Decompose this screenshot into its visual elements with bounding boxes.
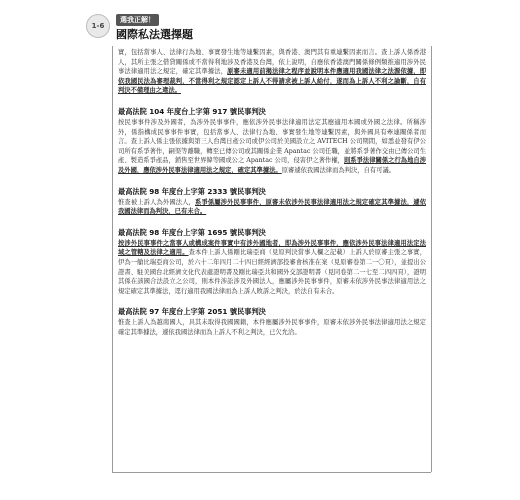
case-title: 最高法院 98 年度台上字第 2333 號民事判決: [118, 186, 266, 196]
case-title: 最高法院 104 年度台上字第 917 號民事判決: [118, 106, 266, 116]
book-tag: 選我正解！: [116, 14, 159, 26]
case-tail: 查本件上訴人係剛比瑞亞商（見原判決當事人欄之記載）上訴人於原審主張之事實，伊為一艙比瑞亞商公司，於六十二年四月二十四日經經濟部投審會核准在案（見原審卷第二一〇頁），並提出公證書、駐美國台北經濟文化代表處證明書及剛比瑞亞共和國外交部證明書（見同卷第二一七至二四四頁），證明其係在該國合法設立之公司，則本件涉訟涉及外國法人，應屬涉外民事事件，原審未依涉外民事法律適用法之規定確定其準據法，逕行適用我國法律而為上訴人敗訴之判決，於法自有未合。: [118, 249, 426, 295]
case-title: 最高法院 97 年度台上字第 2051 號民事判決: [118, 307, 266, 317]
case-block: [118, 306, 426, 337]
case-block: [118, 227, 426, 297]
case-body: [118, 318, 426, 337]
book-title: 國際私法選擇題: [116, 28, 193, 41]
intro-text: 實，包括當事人、法律行為地、事實發生地等連繫因素，與香港、澳門其有重連繫因素而言。查上訴人係香港人，其所主張之借貸關係或不當得利地涉及香港及台灣，依上說明，自應依香港澳門關係條例類推適用涉外民事法律適用法之規定，確定其準據法，: [118, 49, 426, 76]
case-emphasis: 按涉外民事事件之當事人或構成案件事實中有涉外國地者，即為涉外民事事件，應依涉外民事法律適用法定法域之管轄及法律之適用。: [118, 239, 426, 257]
case-block: [118, 106, 426, 176]
case-emphasis: 系爭係屬涉外民事事件，原審未依涉外民事法律適用法之規定確定其準據法，遽依我國法律而為判決，已有未合。: [118, 198, 426, 216]
intro-emphasis: 原審未適用前揭法律之程序並說明本件應適用我國法律之法源依據，即依我國民法為審理裁判，不當得利之規定認定上訴人不得請求被上訴人給付，遂而為上訴人不利之論斷，自有判決不備理由之違法。: [118, 68, 426, 95]
bottom-rule: [112, 472, 431, 473]
case-text: 惟查被上訴人為外國法人，: [118, 198, 196, 206]
page-content: [118, 48, 426, 472]
case-title: 最高法院 98 年度台上字第 1695 號民事判決: [118, 227, 266, 237]
case-text: 按民事事件涉及外國者，為涉外民事事件，應依涉外民事法律適用法定其應適用本國或外國之法律。所稱涉外，係指構成民事事件事實，包括當事人、法律行為地、事實發生地等連繫因素，與外國具有牽連關係者而言。查上訴人係主張依據與第三人台灣日產公司或伊公司於美國設立之 AVITECH 公司期間，如悉並發有伊公司所有系爭著作，嗣渠等離職，轉至已傳公司或其關係企業 Apantac 公司任職，並將系爭著作交由已傳公司生產、製造系爭產品，銷售至世界韓等國或公之 Apantac 公司，侵害伊之著作權，: [118, 118, 426, 165]
case-body: [118, 239, 426, 297]
case-tail: 原審遽依我國法律而為判決，自有可議。: [281, 166, 396, 174]
case-emphasis: 則系爭法律關係之行為地自涉及外國，應依涉外民事法律適用法之規定，確定其準據法。: [118, 157, 426, 174]
page-number-badge: 1-6: [86, 14, 110, 38]
page-header: [0, 8, 520, 48]
case-body: [118, 118, 426, 176]
case-text: 惟查上訴人為越南國人，具其未取得我國國籍，本件應屬涉外民事事件，原審未依涉外民事法律適用法之規定確定其準據法，遽依我國法律而為上訴人不利之判決，已欠允洽。: [118, 319, 426, 336]
case-body: [118, 198, 426, 217]
intro-paragraph: [118, 48, 426, 96]
case-block: [118, 186, 426, 217]
